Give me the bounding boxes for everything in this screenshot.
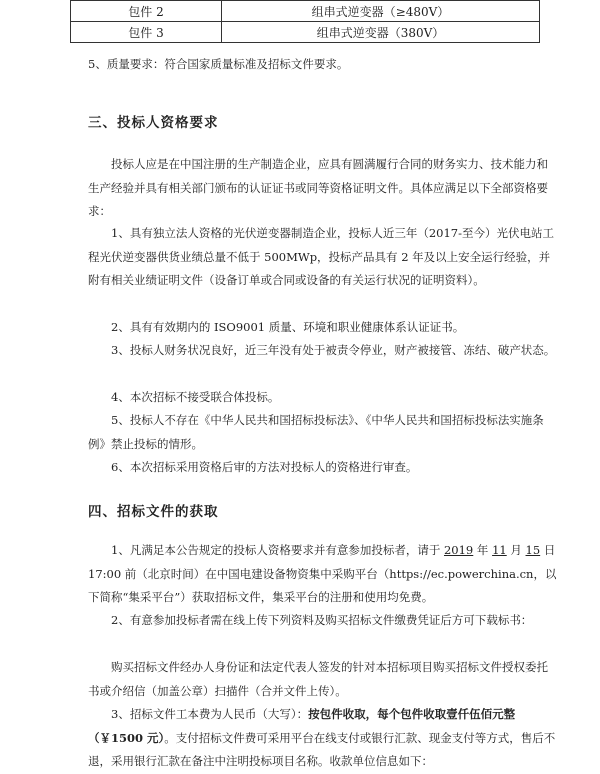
requirement-item-6: 6、本次招标采用资格后审的方法对投标人的资格进行审查。 bbox=[111, 460, 418, 474]
requirement-item-2: 2、具有有效期内的 ISO9001 质量、环境和职业健康体系认证证书。 bbox=[111, 320, 465, 334]
item-1-suffix: 17:00 前（北京时间）在中国电建设备物资集中采购平台（https://ec.powerchina.cn，以下简称“集采平台”）获取招标文件，集采平台的注册和使用均免费。 bbox=[88, 566, 557, 604]
deadline-year: 2019 bbox=[443, 543, 474, 557]
description-cell: 组串式逆变器（380V） bbox=[222, 22, 540, 43]
acquisition-item-3 bbox=[88, 703, 558, 774]
requirement-item-5: 5、投标人不存在《中华人民共和国招标投标法》、《中华人民共和国招标投标法实施条例》禁止投标的情形。 bbox=[88, 413, 544, 451]
acquisition-item-2-detail: 购买招标文件经办人身份证和法定代表人签发的针对本招标项目购买招标文件授权委托书或介绍信（加盖公章）扫描件（合并文件上传）。 bbox=[88, 660, 548, 698]
package-table bbox=[70, 0, 540, 43]
table-row bbox=[71, 1, 540, 22]
section-4-heading: 四、招标文件的获取 bbox=[88, 504, 219, 520]
section-3-intro: 投标人应是在中国注册的生产制造企业，应具有圆满履行合同的财务实力、技术能力和生产经验并具有相关部门颁布的认证证书或同等资格证明文件。具体应满足以下全部资格要求： bbox=[88, 157, 548, 218]
acquisition-item-1 bbox=[88, 539, 558, 610]
requirement-item-1: 1、具有独立法人资格的光伏逆变器制造企业，投标人近三年（2017-至今）光伏电站工程光伏逆变器供货业绩总量不低于 500MWp，投标产品具有 2 年及以上安全运行经验，并附有相关业绩证明文件（设备订单或合同或设备的有关运行状况的证明资料）。 bbox=[88, 226, 554, 287]
deadline-day: 15 bbox=[525, 543, 541, 557]
table-row bbox=[71, 22, 540, 43]
item-1-prefix: 1、凡满足本公告规定的投标人资格要求并有意参加投标者，请于 bbox=[111, 543, 441, 557]
requirement-item-4: 4、本次招标不接受联合体投标。 bbox=[111, 390, 280, 404]
section-3-heading: 三、投标人资格要求 bbox=[88, 115, 219, 131]
acquisition-item-2: 2、有意参加投标者需在线上传下列资料及购买招标文件缴费凭证后方可下载标书： bbox=[111, 613, 533, 627]
fee-amount: 按包件收取，每个包件收取壹仟伍佰元整（￥1500 元） bbox=[88, 707, 516, 745]
day-unit: 日 bbox=[543, 543, 556, 557]
package-cell: 包件 2 bbox=[71, 1, 222, 22]
fee-prefix: 3、招标文件工本费为人民币（大写）： bbox=[111, 707, 309, 721]
year-unit: 年 bbox=[476, 543, 489, 557]
description-cell: 组串式逆变器（≥480V） bbox=[222, 1, 540, 22]
quality-requirement: 5、质量要求：符合国家质量标准及招标文件要求。 bbox=[88, 57, 349, 71]
requirement-item-3: 3、投标人财务状况良好，近三年没有处于被责令停业，财产被接管、冻结、破产状态。 bbox=[111, 343, 556, 357]
month-unit: 月 bbox=[510, 543, 522, 557]
package-cell: 包件 3 bbox=[71, 22, 222, 43]
deadline-month: 11 bbox=[492, 543, 507, 557]
fee-suffix: 。支付招标文件费可采用平台在线支付或银行汇款、现金支付等方式，售后不退，采用银行汇款在备注中注明投标项目名称。收款单位信息如下： bbox=[88, 730, 556, 768]
